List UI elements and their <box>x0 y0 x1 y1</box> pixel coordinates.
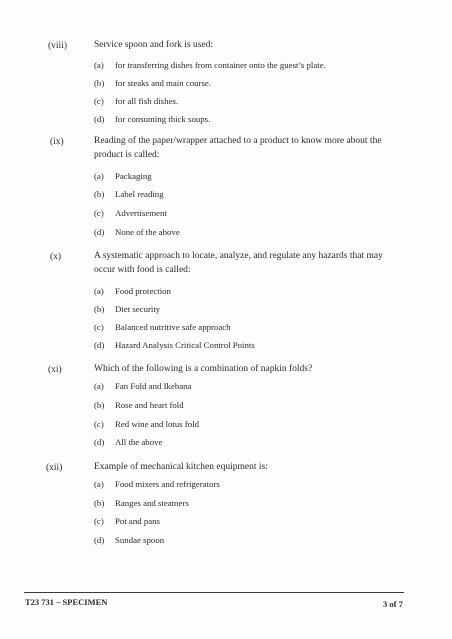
option <box>94 436 162 448</box>
question-text: Service spoon and fork is used: <box>94 40 213 50</box>
question-text: Example of mechanical kitchen equipment is: <box>94 462 268 472</box>
option <box>94 534 164 546</box>
question-text: Which of the following is a combination of napkin folds? <box>94 364 313 374</box>
option-text: Rose and heart fold <box>115 400 184 410</box>
option <box>94 418 199 430</box>
option <box>94 321 231 333</box>
option-text: Balanced nutritive safe approach <box>115 322 231 332</box>
question-text: A systematic approach to locate, analyze, and regulate any hazards that may occur with food is called: <box>94 251 383 275</box>
question-number: (xi) <box>48 365 62 375</box>
option <box>94 339 255 351</box>
option <box>94 285 171 297</box>
question-number: (x) <box>50 252 62 262</box>
option <box>94 188 164 200</box>
option-text: Pot and pans <box>115 516 160 526</box>
option <box>94 59 326 71</box>
option <box>94 478 220 490</box>
option <box>94 113 210 125</box>
option <box>94 170 152 182</box>
option-letter: (c) <box>94 208 104 218</box>
option-text: Red wine and lotus fold <box>115 419 200 429</box>
option-letter: (b) <box>94 498 105 508</box>
footer-divider <box>24 592 404 593</box>
option <box>94 380 191 392</box>
option <box>94 77 211 89</box>
option <box>94 226 180 238</box>
option <box>94 207 167 219</box>
question-number: (ix) <box>50 137 64 147</box>
option-text: All the above <box>115 437 163 447</box>
option-text: Ranges and steamers <box>115 498 189 508</box>
option-text: Label reading <box>115 189 164 199</box>
option-letter: (a) <box>94 479 104 489</box>
option-letter: (b) <box>94 400 105 410</box>
option <box>94 399 184 411</box>
page-number: 3 of 7 <box>383 599 403 609</box>
option-text: Food mixers and refrigerators <box>115 479 220 489</box>
option-text: Hazard Analysis Critical Control Points <box>115 340 255 350</box>
option-text: for all fish dishes. <box>115 96 179 106</box>
option-letter: (b) <box>94 304 105 314</box>
option-letter: (d) <box>94 535 105 545</box>
paper-code: T23 731 – SPECIMEN <box>25 597 108 607</box>
option-text: for consuming thick soups. <box>115 114 211 124</box>
option <box>94 303 160 315</box>
option-letter: (d) <box>94 227 105 237</box>
option-letter: (b) <box>94 189 105 199</box>
option <box>94 515 160 527</box>
option <box>94 497 189 509</box>
option-text: for steaks and main course. <box>115 78 212 88</box>
option-letter: (c) <box>94 516 104 526</box>
option-text: Fan Fold and Ikebana <box>115 381 192 391</box>
option-letter: (d) <box>94 114 105 124</box>
option-text: Sundae spoon <box>115 535 165 545</box>
question-text: Reading of the paper/wrapper attached to a product to know more about the product is called: <box>94 136 382 160</box>
option-letter: (b) <box>94 78 105 88</box>
option-letter: (d) <box>94 340 105 350</box>
option-letter: (a) <box>94 381 104 391</box>
option-letter: (d) <box>94 437 105 447</box>
question-number: (xii) <box>46 463 63 473</box>
option <box>94 95 178 107</box>
option-text: for transferring dishes from container onto the guest’s plate. <box>115 60 326 70</box>
option-text: Food protection <box>115 286 171 296</box>
option-text: Advertisement <box>115 208 167 218</box>
question-number: (viii) <box>48 41 67 51</box>
option-text: Diet security <box>115 304 161 314</box>
option-text: None of the above <box>115 227 180 237</box>
option-letter: (a) <box>94 171 104 181</box>
option-letter: (c) <box>94 322 104 332</box>
option-text: Packaging <box>115 171 152 181</box>
option-letter: (c) <box>94 419 104 429</box>
option-letter: (a) <box>94 60 104 70</box>
option-letter: (a) <box>94 286 104 296</box>
option-letter: (c) <box>94 96 104 106</box>
